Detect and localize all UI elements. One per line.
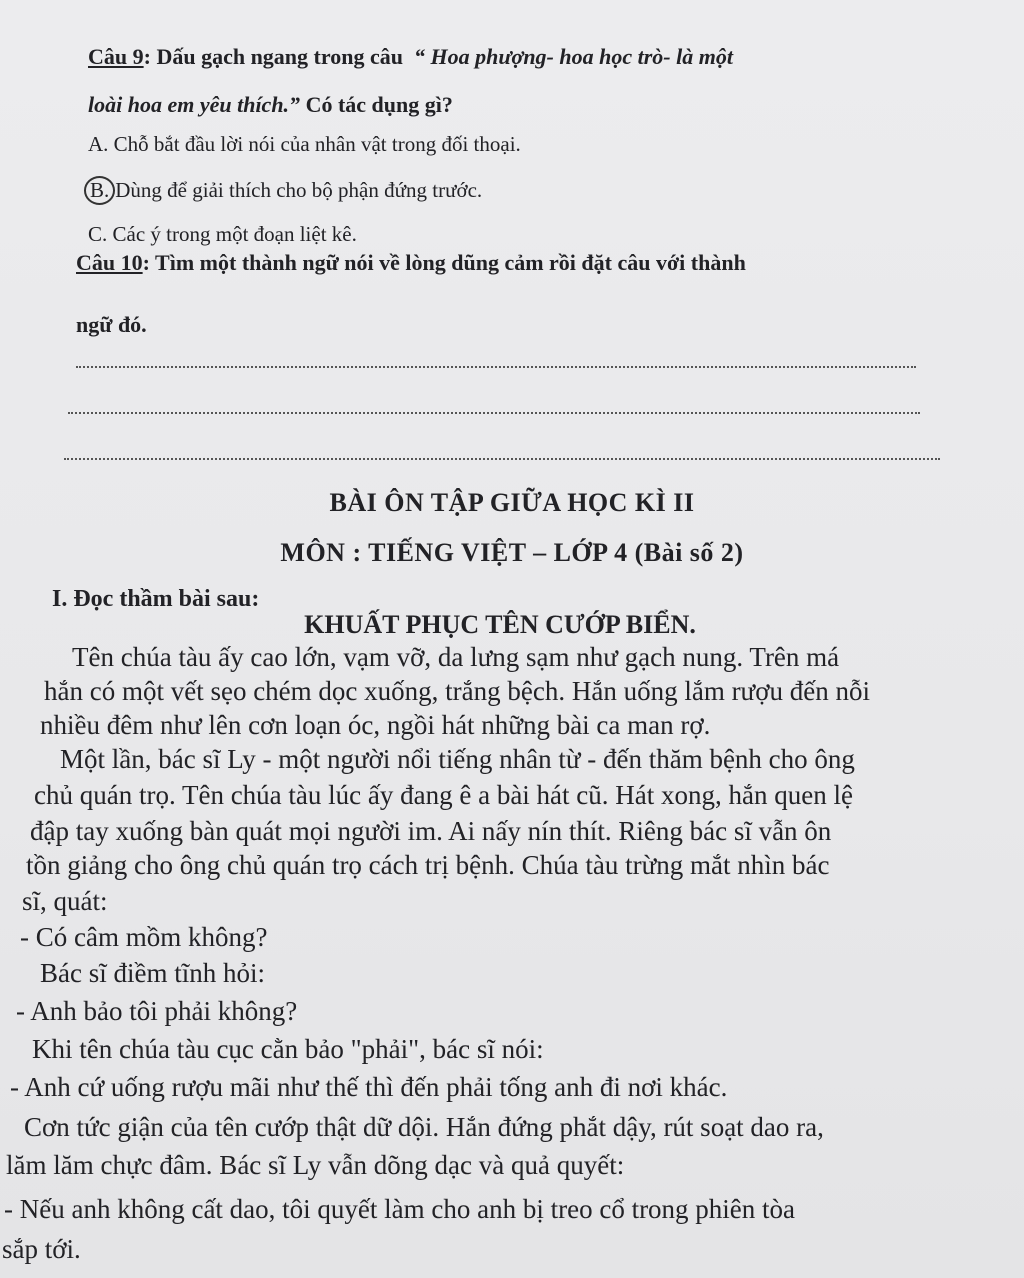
story-line: hắn có một vết sẹo chém dọc xuống, trắng bệch. Hắn uống lắm rượu đến nỗi <box>44 676 870 706</box>
question-9-line-2 <box>88 92 453 118</box>
section-heading: I. Đọc thầm bài sau: <box>52 586 260 612</box>
option-b-text: Dùng để giải thích cho bộ phận đứng trước. <box>115 178 483 202</box>
story-line: Bác sĩ điềm tĩnh hỏi: <box>40 958 265 988</box>
answer-line-2 <box>68 412 920 414</box>
story-line: sĩ, quát: <box>22 886 108 916</box>
option-c: C. Các ý trong một đoạn liệt kê. <box>88 222 357 246</box>
question-9-quote-end: loài hoa em yêu thích.” <box>88 92 301 117</box>
answer-line-1 <box>76 366 916 368</box>
question-9-quote: “ Hoa phượng- hoa học trò- là một <box>413 44 733 69</box>
story-line: Cơn tức giận của tên cướp thật dữ dội. Hắn đứng phắt dậy, rút soạt dao ra, <box>24 1112 824 1142</box>
story-line: sắp tới. <box>2 1234 81 1264</box>
story-line: nhiều đêm như lên cơn loạn óc, ngồi hát những bài ca man rợ. <box>40 710 711 740</box>
question-9-label: Câu 9 <box>88 44 144 69</box>
option-a: A. Chỗ bắt đầu lời nói của nhân vật trong đối thoại. <box>88 132 521 156</box>
story-line: chủ quán trọ. Tên chúa tàu lúc ấy đang ê a bài hát cũ. Hát xong, hắn quen lệ <box>34 780 853 810</box>
story-line: tồn giảng cho ông chủ quán trọ cách trị bệnh. Chúa tàu trừng mắt nhìn bác <box>26 850 830 880</box>
story-line: Tên chúa tàu ấy cao lớn, vạm vỡ, da lưng sạm như gạch nung. Trên má <box>72 642 840 672</box>
question-9-line-1 <box>88 44 733 70</box>
question-10-line-2: ngữ đó. <box>76 312 147 337</box>
story-line: - Nếu anh không cất dao, tôi quyết làm cho anh bị treo cổ trong phiên tòa <box>4 1194 796 1224</box>
question-10-line-1 <box>76 250 746 276</box>
subject-title: MÔN : TIẾNG VIỆT – LỚP 4 (Bài số 2) <box>280 538 744 567</box>
question-10-text: : Tìm một thành ngữ nói về lòng dũng cảm rồi đặt câu với thành <box>142 250 746 275</box>
story-line: Khi tên chúa tàu cục cằn bảo "phải", bác sĩ nói: <box>32 1034 544 1064</box>
story-line: - Có câm mồm không? <box>20 922 268 952</box>
question-9-text: : Dấu gạch ngang trong câu <box>143 44 403 69</box>
option-b-circled-letter: B. <box>84 176 115 205</box>
story-line: đập tay xuống bàn quát mọi người im. Ai nấy nín thít. Riêng bác sĩ vẫn ôn <box>30 816 832 846</box>
question-9-tail: Có tác dụng gì? <box>300 92 453 117</box>
option-b <box>88 176 482 205</box>
story-line: Một lần, bác sĩ Ly - một người nổi tiếng nhân từ - đến thăm bệnh cho ông <box>60 744 855 774</box>
story-line: lăm lăm chực đâm. Bác sĩ Ly vẫn dõng dạc và quả quyết: <box>6 1150 625 1180</box>
review-title: BÀI ÔN TẬP GIỮA HỌC KÌ II <box>329 488 695 517</box>
answer-line-3 <box>64 458 940 460</box>
story-line: - Anh cứ uống rượu mãi như thế thì đến phải tống anh đi nơi khác. <box>10 1072 728 1102</box>
story-title: KHUẤT PHỤC TÊN CƯỚP BIỂN. <box>304 610 696 639</box>
question-10-label: Câu 10 <box>76 250 143 275</box>
story-line: - Anh bảo tôi phải không? <box>16 996 298 1026</box>
